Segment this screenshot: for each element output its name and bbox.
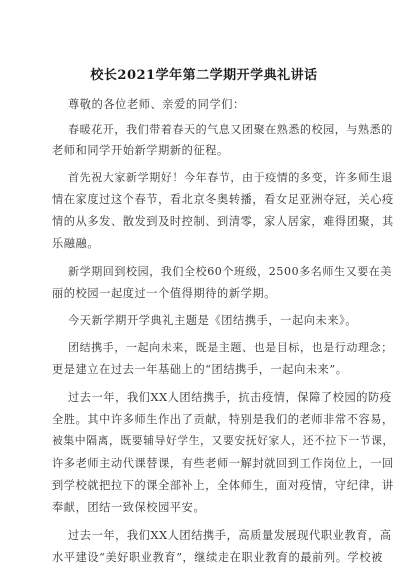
paragraph-line: 到学校就把拉下的课全部补上，全体师生，面对疫情，守纪律，讲: [52, 479, 394, 492]
paragraph-line: 乐融融。: [52, 237, 100, 250]
paragraph-line: 更是建立在过去一年基础上的“团结携手，一起向未来”。: [52, 363, 348, 376]
paragraph-line: 全胜。其中许多师生作出了贡献，特别是我们的老师非常不容易，: [52, 413, 394, 426]
paragraph-line: 老师和同学开始新学期新的征程。: [52, 144, 229, 157]
paragraph-line: 情的从多发、散发到及时控制、到清零，家人居家，难得团聚，其: [52, 215, 394, 228]
paragraph-line: 许多老师主动代课替课，有些老师一解封就回到工作岗位上，一回: [52, 457, 394, 470]
paragraph-line: 奉献，团结一致保校园平安。: [52, 501, 206, 514]
paragraph-line: 丽的校园一起度过一个值得期待的新学期。: [52, 287, 276, 300]
paragraph-line: 情在家度过这个春节，看北京冬奥转播，看女足亚洲夺冠，关心疫: [52, 193, 394, 206]
paragraph-line: 团结携手，一起向未来，既是主题、也是目标，也是行动理念；: [68, 341, 393, 354]
paragraph-line: 首先祝大家新学期好！今年春节，由于疫情的多变，许多师生退: [68, 171, 393, 184]
salutation: 尊敬的各位老师、亲爱的同学们：: [68, 98, 245, 111]
paragraph-line: 过去一年，我们XX人团结携手，抗击疫情，保障了校园的防疫: [68, 391, 392, 404]
document-title: 校长2021学年第二学期开学典礼讲话: [90, 68, 318, 83]
paragraph-line: 春暖花开，我们带着春天的气息又团聚在熟悉的校园，与熟悉的: [68, 123, 393, 136]
paragraph-line: 今天新学期开学典礼主题是《团结携手，一起向未来》。: [68, 314, 358, 327]
paragraph-line: 新学期回到校园，我们全校60个班级，2500多名师生又要在美: [68, 265, 392, 278]
paragraph-line: 被集中隔离，既要辅导好学生，又要安抚好家人，还不拉下一节课，: [52, 434, 394, 447]
paragraph-line: 过去一年，我们XX人团结携手，高质量发展现代职业教育，高: [68, 529, 392, 542]
paragraph-line: 水平建设“美好职业教育”，继续走在职业教育的最前列。学校被: [52, 551, 383, 564]
